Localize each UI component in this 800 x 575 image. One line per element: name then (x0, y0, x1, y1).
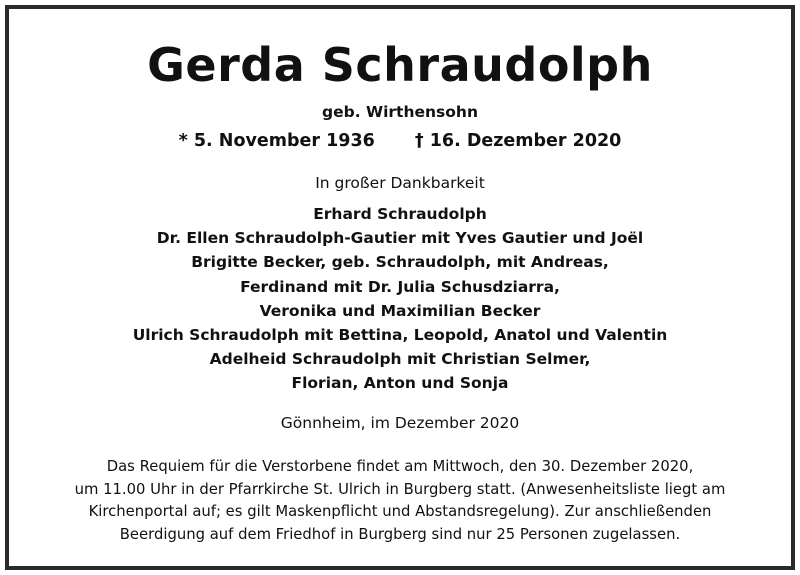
gratitude-line: In großer Dankbarkeit (315, 174, 485, 192)
mourner-line: Ulrich Schraudolph mit Bettina, Leopold, Anatol und Valentin (132, 326, 668, 345)
mourner-line: Florian, Anton und Sonja (291, 374, 509, 393)
deceased-name: Gerda Schraudolph (147, 38, 653, 92)
birth-date: * 5. November 1936 (178, 131, 375, 151)
life-dates (0, 131, 800, 151)
requiem-line: Das Requiem für die Verstorbene findet am Mittwoch, den 30. Dezember 2020, (106, 458, 694, 475)
mourner-line: Ferdinand mit Dr. Julia Schusdziarra, (240, 277, 560, 296)
requiem-line: Beerdigung auf dem Friedhof in Burgberg sind nur 25 Personen zugelassen. (119, 525, 681, 543)
maiden-name: geb. Wirthensohn (322, 103, 478, 121)
death-date: † 16. Dezember 2020 (414, 131, 622, 151)
mourner-line: Adelheid Schraudolph mit Christian Selmer, (209, 350, 591, 369)
requiem-line: Kirchenportal auf; es gilt Maskenpflicht und Abstandsregelung). Zur anschließenden (88, 503, 712, 520)
place-and-date: Gönnheim, im Dezember 2020 (280, 414, 520, 432)
mourner-line: Erhard Schraudolph (313, 205, 487, 223)
mourners-list (0, 202, 800, 396)
mourner-line: Dr. Ellen Schraudolph-Gautier mit Yves Gautier und Joël (156, 229, 644, 248)
requiem-info (0, 456, 800, 546)
mourner-line: Brigitte Becker, geb. Schraudolph, mit Andreas, (191, 253, 609, 272)
mourner-line: Veronika und Maximilian Becker (259, 301, 541, 320)
requiem-line: um 11.00 Uhr in der Pfarrkirche St. Ulrich in Burgberg statt. (Anwesenheitsliste liegt am (74, 480, 726, 498)
